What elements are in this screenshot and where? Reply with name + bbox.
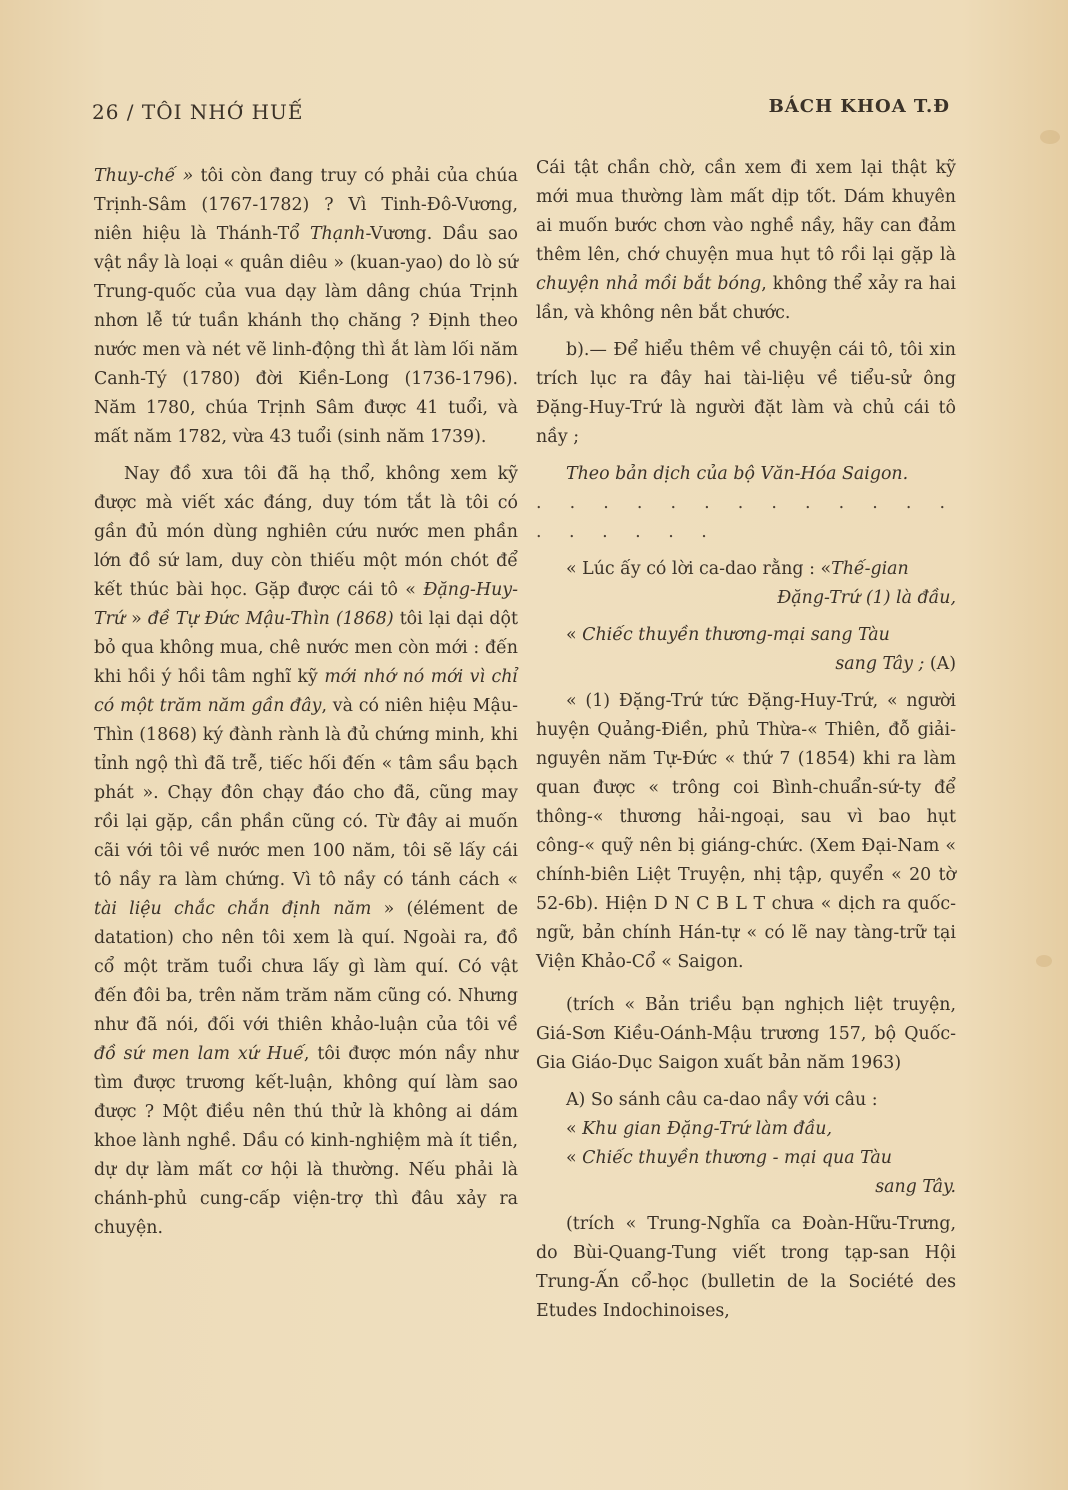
quote-line bbox=[536, 650, 956, 679]
text: -Vương. Dầu sao vật nầy là loại « quân diêu » (kuan-yao) do lò sứ Trung-quốc của vua dạy làm dâng chúa Trịnh nhơn lễ tứ tuần khánh thọ chăng ? Định theo nước men và nét vẽ linh-động thì ắt làm lối năm Canh-Tý (1780) đời Kiền-Long (1736-1796). Năm 1780, chúa Trịnh Sâm được 41 tuổi, và mất năm 1782, vừa 43 tuổi (sinh năm 1739). bbox=[94, 224, 518, 447]
italic-text: đồ sứ men lam xứ Huế bbox=[94, 1044, 304, 1064]
footnote-paragraph: « (1) Đặng-Trứ tức Đặng-Huy-Trứ, « người huyện Quảng-Điền, phủ Thừa-« Thiên, đỗ giải-nguyên năm Tự-Đức « thứ 7 (1854) khi ra làm quan được « trông coi Bình-chuẩn-sứ-ty để thông-« thương hải-ngoại, sau vì bao hụt công-« quỹ nên bị giáng-chức. (Xem Đại-Nam « chính-biên Liệt Truyện, nhị tập, quyển « 20 tờ 52-6b). Hiện D N C B L T chưa « dịch ra quốc-ngữ, bản chính Hán-tự « có lẽ nay tàng-trữ tại Viện Khảo-Cổ « Saigon. bbox=[536, 691, 956, 972]
text: tôi còn đang truy có phải của chúa Trịnh-Sâm (1767-1782) ? Vì Tinh-Đô-Vương, niên hiệu là Thánh-Tổ bbox=[94, 166, 518, 244]
italic-text: Khu gian Đặng-Trứ làm đầu, bbox=[582, 1119, 832, 1139]
italic-text: Đặng-Huy-Trứ bbox=[94, 580, 518, 629]
italic-text: Chiếc thuyền thương-mại sang Tàu bbox=[582, 625, 890, 645]
italic-text: Thạnh bbox=[309, 224, 366, 244]
quote-line bbox=[536, 1115, 956, 1144]
italic-text: Theo bản dịch của bộ Văn-Hóa Saigon. bbox=[566, 464, 909, 484]
paper-stain bbox=[1040, 130, 1060, 144]
citation-paragraph: (trích « Trung-Nghĩa ca Đoàn-Hữu-Trưng, do Bùi-Quang-Tung viết trong tạp-san Hội Trung-Ấn cổ-học (bulletin de la Société des Etudes Indochinoises, bbox=[536, 1214, 956, 1321]
text: « bbox=[566, 1148, 583, 1168]
text: , không thể xảy ra hai lần, và không nên bắt chước. bbox=[536, 274, 956, 323]
italic-text: Chiếc thuyền thương - mại qua Tàu bbox=[582, 1148, 892, 1168]
source-line bbox=[536, 460, 956, 489]
text: Cái tật chần chờ, cần xem đi xem lại thật kỹ mới mua thường làm mất dịp tốt. Dám khuyên ai muốn bước chơn vào nghề nầy, hãy can đảm thêm lên, chớ chuyện mua hụt tô rồi lại gặp là bbox=[536, 158, 956, 265]
text: « Lúc ấy có lời ca-dao rằng : « bbox=[566, 559, 832, 579]
italic-text: Đặng-Trứ (1) là đầu, bbox=[777, 588, 956, 608]
italic-text: mới nhớ nó mới vì chỉ có một trăm năm gần đây bbox=[94, 667, 518, 716]
paragraph bbox=[536, 154, 956, 328]
text: « bbox=[566, 1119, 583, 1139]
paragraph bbox=[94, 460, 518, 1243]
quote-line bbox=[536, 584, 956, 613]
text: , tôi được món nầy như tìm được trương kết-luận, không quí làm sao được ? Một điều nên thú thử là không ai dám khoe lành nghề. Dầu có kinh-nghiệm mà ít tiền, dự dự làm mất cơ hội là thường. Nếu phải là chánh-phủ cung-cấp viện-trợ thì đâu xảy ra chuyện. bbox=[94, 1044, 518, 1238]
paper-stain bbox=[1036, 955, 1052, 967]
paragraph bbox=[94, 162, 518, 452]
left-column bbox=[94, 162, 518, 1243]
italic-text: sang Tây. bbox=[875, 1177, 956, 1197]
quote-line bbox=[536, 555, 956, 584]
running-header bbox=[92, 96, 950, 136]
page-number-and-title: 26 / TÔI NHỚ HUẾ bbox=[92, 100, 304, 124]
text: (A) bbox=[924, 654, 956, 674]
text: , và có niên hiệu Mậu-Thìn (1868) ký đành rành là đủ chứng minh, khi tỉnh ngộ thì đã trễ, tiếc hối đến « tâm sầu bạch phát ». Chạy đôn chạy đáo cho đã, cũng may rồi lại gặp, cần phần cũng có. Từ đây ai muốn cãi với tôi về nước men 100 năm, tôi sẽ lấy cái tô nầy ra làm chứng. Vì tô nầy có tánh cách « bbox=[94, 696, 518, 890]
italic-text: sang Tây ; bbox=[835, 654, 925, 674]
text: » bbox=[125, 609, 148, 629]
ellipsis-divider: . . . . . . . . . . . . . . . . . . . bbox=[536, 493, 956, 542]
quote-line bbox=[536, 1173, 956, 1202]
text: tôi lại dại dột bỏ qua không mua, chê nước men còn mới : đến khi hồi ý hồi tâm nghĩ kỹ bbox=[94, 609, 518, 687]
italic-text: chuyện nhả mồi bắt bóng bbox=[536, 274, 762, 294]
quote-line bbox=[536, 621, 956, 650]
italic-text: Thuy-chế » bbox=[94, 166, 194, 186]
paragraph: A) So sánh câu ca-dao nầy với câu : bbox=[566, 1090, 878, 1110]
text: Nay đồ xưa tôi đã hạ thổ, không xem kỹ được mà viết xác đáng, duy tóm tắt là tôi có gần đủ món dùng nghiên cứu nước men phần lớn đồ sứ lam, duy còn thiếu một món chót để kết thúc bài học. Gặp được cái tô « bbox=[94, 464, 518, 600]
italic-text: Thế-gian bbox=[831, 559, 909, 579]
text: » (élément de datation) cho nên tôi xem là quí. Ngoài ra, đồ cổ một trăm tuổi chưa lấy gì làm quí. Có vật đến đôi ba, trên năm trăm năm cũng có. Nhưng như đã nói, đối với thiên khảo-luận của tôi về bbox=[94, 899, 518, 1035]
quote-line bbox=[536, 1144, 956, 1173]
right-column bbox=[536, 154, 956, 1326]
text: « bbox=[566, 625, 583, 645]
italic-text: tài liệu chắc chắn định năm bbox=[94, 899, 372, 919]
italic-text: đề Tự Đức Mậu-Thìn (1868) bbox=[147, 609, 394, 629]
paragraph: b).— Để hiểu thêm về chuyện cái tô, tôi xin trích lục ra đây hai tài-liệu về tiểu-sử ông Đặng-Huy-Trứ là người đặt làm và chủ cái tô nầy ; bbox=[536, 340, 956, 447]
journal-name: BÁCH KHOA T.Đ bbox=[768, 96, 950, 117]
citation-paragraph: (trích « Bản triều bạn nghịch liệt truyện, Giá-Sơn Kiều-Oánh-Mậu trương 157, bộ Quốc-Gia Giáo-Dục Saigon xuất bản năm 1963) bbox=[536, 995, 956, 1073]
